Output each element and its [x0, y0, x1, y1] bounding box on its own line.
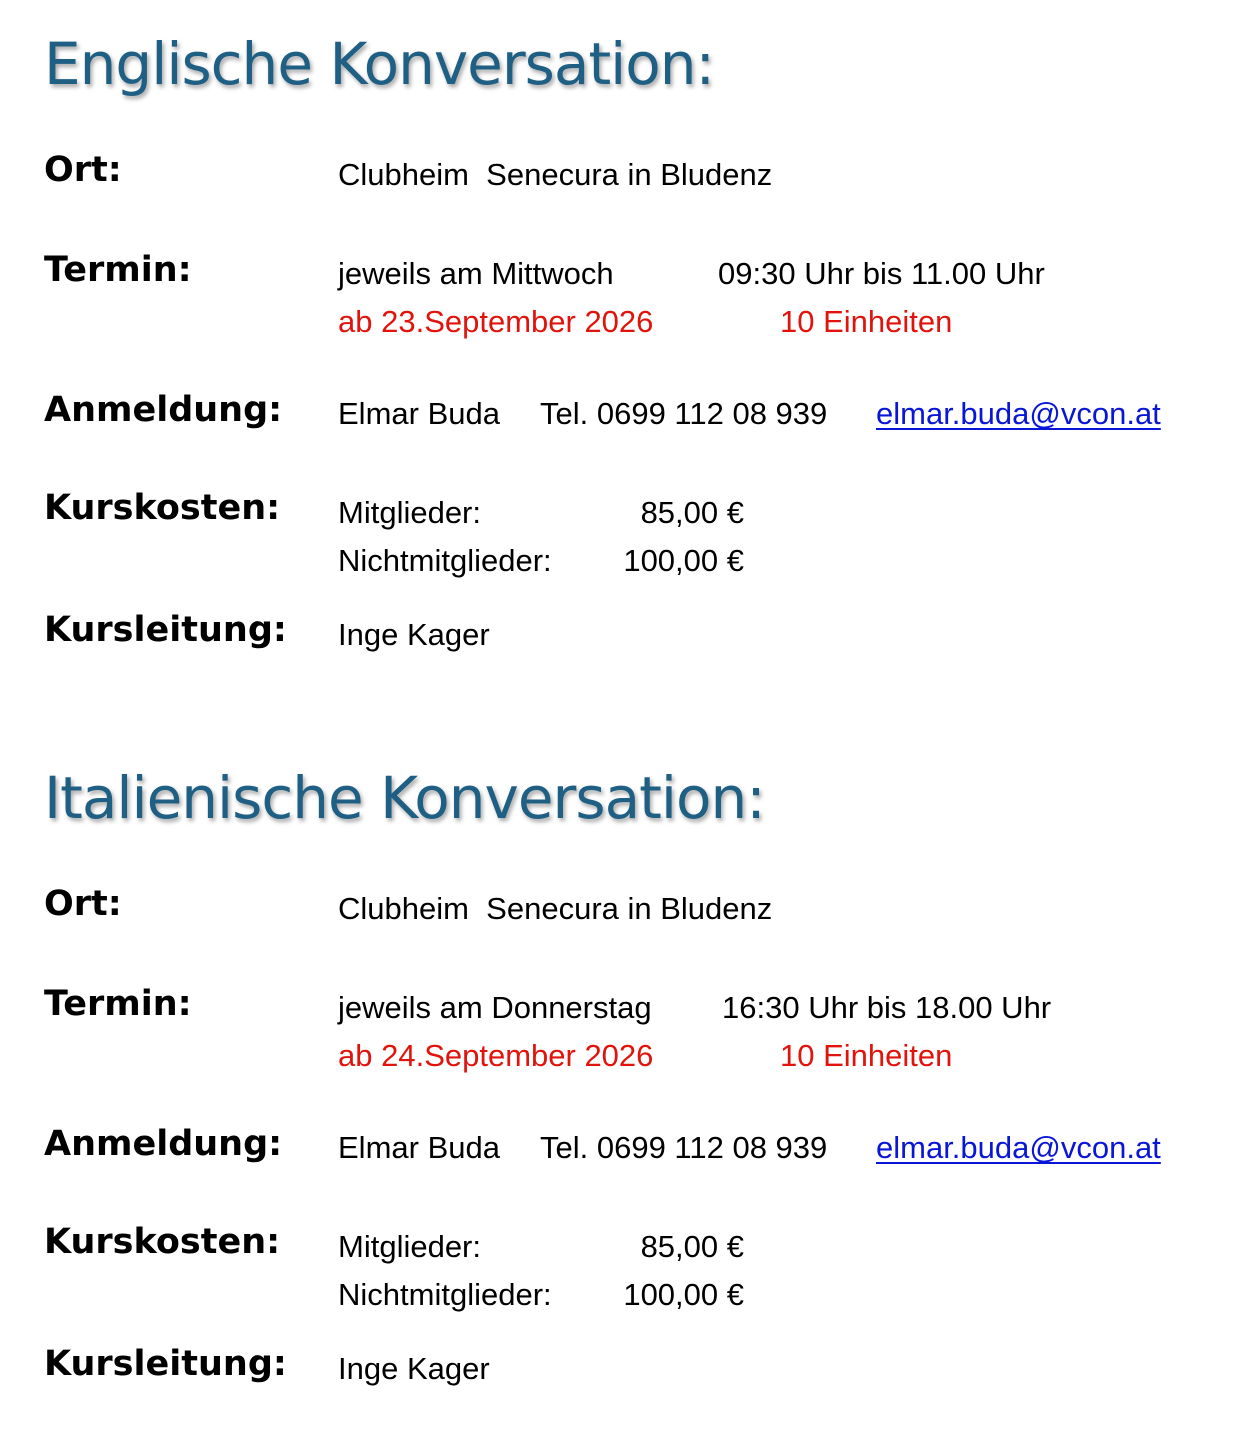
termin-label: Termin:	[44, 250, 192, 290]
nonmembers-price: 100,00 €	[623, 543, 744, 578]
anmeldung-email-link[interactable]: elmar.buda@vcon.at	[876, 396, 1161, 431]
termin-start-date: ab 24.September 2026	[338, 1038, 654, 1073]
anmeldung-phone: Tel. 0699 112 08 939	[540, 396, 828, 431]
anmeldung-email-link[interactable]: elmar.buda@vcon.at	[876, 1130, 1161, 1165]
ort-value: Clubheim Senecura in Bludenz	[338, 157, 773, 192]
course-section-english	[0, 0, 1244, 700]
termin-start-date: ab 23.September 2026	[338, 304, 654, 339]
kursleitung-value: Inge Kager	[338, 1351, 490, 1386]
anmeldung-label: Anmeldung:	[44, 1124, 283, 1164]
course-section-italian	[0, 734, 1244, 1430]
termin-day: jeweils am Donnerstag	[338, 990, 652, 1025]
anmeldung-phone: Tel. 0699 112 08 939	[540, 1130, 828, 1165]
kursleitung-label: Kursleitung:	[44, 610, 287, 650]
kursleitung-label: Kursleitung:	[44, 1344, 287, 1384]
anmeldung-label: Anmeldung:	[44, 390, 283, 430]
termin-units: 10 Einheiten	[780, 304, 953, 339]
anmeldung-name: Elmar Buda	[338, 1130, 500, 1165]
nonmembers-price: 100,00 €	[623, 1277, 744, 1312]
ort-label: Ort:	[44, 150, 122, 190]
ort-value: Clubheim Senecura in Bludenz	[338, 891, 773, 926]
anmeldung-name: Elmar Buda	[338, 396, 500, 431]
members-price: 85,00 €	[640, 495, 744, 530]
members-label: Mitglieder:	[338, 495, 481, 530]
nonmembers-label: Nichtmitglieder:	[338, 543, 552, 578]
members-price: 85,00 €	[640, 1229, 744, 1264]
termin-time: 09:30 Uhr bis 11.00 Uhr	[718, 256, 1045, 291]
kurskosten-label: Kurskosten:	[44, 488, 281, 528]
termin-day: jeweils am Mittwoch	[338, 256, 614, 291]
nonmembers-label: Nichtmitglieder:	[338, 1277, 552, 1312]
termin-units: 10 Einheiten	[780, 1038, 953, 1073]
kursleitung-value: Inge Kager	[338, 617, 490, 652]
ort-label: Ort:	[44, 884, 122, 924]
course-title: Italienische Konversation:	[44, 764, 765, 832]
members-label: Mitglieder:	[338, 1229, 481, 1264]
course-title: Englische Konversation:	[44, 30, 715, 98]
kurskosten-label: Kurskosten:	[44, 1222, 281, 1262]
termin-label: Termin:	[44, 984, 192, 1024]
termin-time: 16:30 Uhr bis 18.00 Uhr	[722, 990, 1052, 1025]
